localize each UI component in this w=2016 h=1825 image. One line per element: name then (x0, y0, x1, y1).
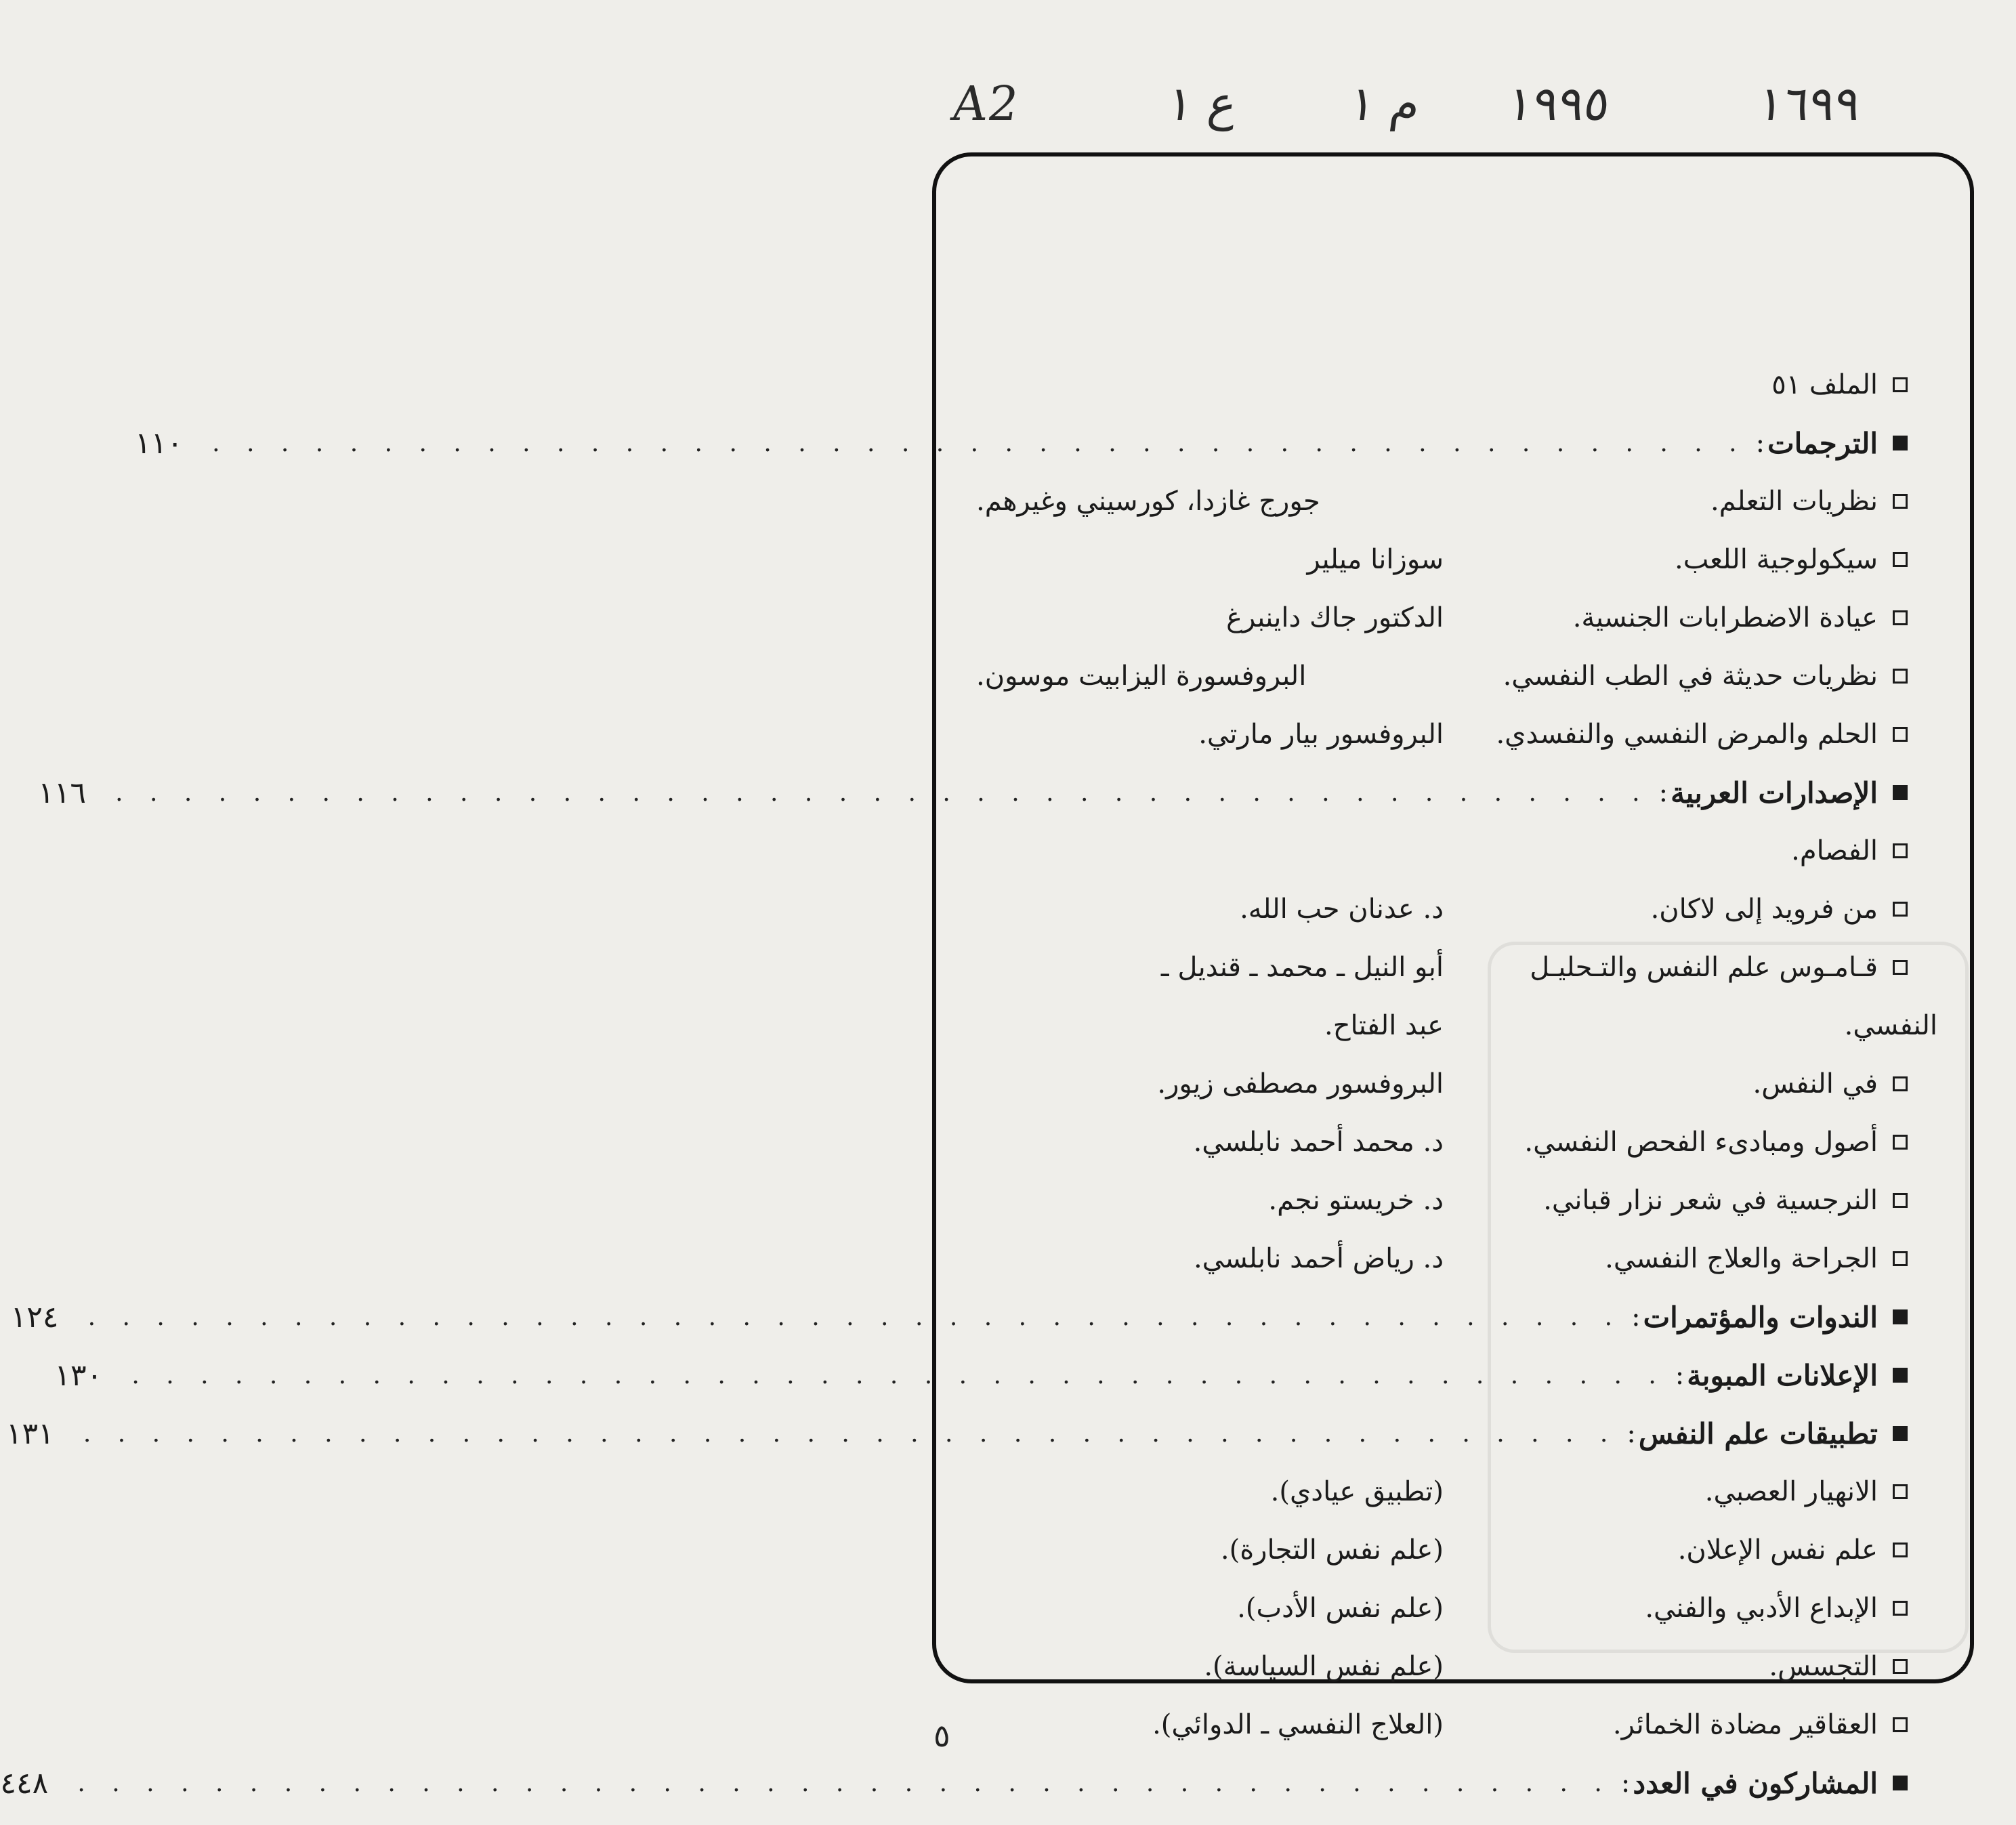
square-bullet-icon (1893, 669, 1908, 684)
toc-item[interactable] (976, 938, 1908, 997)
dot-leader: . . . . . . . . . . . . . . . . . . . . . . . . . . . . . . . . . . . . . . . . . . . . . (212, 429, 1746, 457)
toc-item[interactable] (976, 1113, 1908, 1171)
page-reference: ١١٦ (38, 775, 87, 810)
toc-section-applications[interactable]: تطبيقات علم النفس : . . . . . . . . . . . . . . . . . . . . . . . . . . . . . . . . . . . . . . . . . . . . . ١٣١ (976, 1404, 1908, 1463)
item-note: (علم نفس التجارة). (1220, 1534, 1444, 1566)
toc-file-row[interactable] (976, 356, 1908, 414)
section-title: الإعلانات المبوبة (1687, 1358, 1878, 1392)
item-title: النرجسية في شعر نزار قباني. (1543, 1185, 1878, 1216)
item-title: عيادة الاضطرابات الجنسية. (1572, 602, 1878, 633)
square-bullet-icon (1893, 727, 1908, 742)
square-bullet-icon (1893, 552, 1908, 567)
section-title: الإصدارات العربية (1671, 776, 1878, 810)
item-author: عبد الفتاح. (1324, 1010, 1444, 1041)
item-note: (علم نفس الأدب). (1237, 1593, 1444, 1624)
item-title: الجراحة والعلاج النفسي. (1605, 1243, 1878, 1274)
square-bullet-icon (1893, 1484, 1908, 1499)
item-author: البروفسور مصطفى زيور. (1157, 1068, 1444, 1099)
toc-item[interactable] (976, 1696, 1908, 1754)
item-note: (العلاج النفسي ـ الدوائي). (1152, 1709, 1444, 1740)
square-bullet-icon (1893, 1076, 1908, 1091)
square-bullet-icon (1893, 1659, 1908, 1674)
filled-square-bullet-icon (1893, 1368, 1908, 1383)
item-title: الحلم والمرض النفسي والنفسدي. (1496, 719, 1878, 750)
dot-leader: . . . . . . . . . . . . . . . . . . . . . . . . . . . . . . . . . . . . . . . . . . . . . (131, 1362, 1666, 1389)
toc-item[interactable] (976, 705, 1908, 763)
handwritten-volume: م ١ (1346, 76, 1424, 131)
toc-section-contributors[interactable]: المشاركون في العدد : . . . . . . . . . . . . . . . . . . . . . . . . . . . . . . . . . . . . . . . . . . . . . ٤٤٨ (976, 1754, 1908, 1812)
toc-item[interactable] (976, 472, 1908, 530)
dot-leader: . . . . . . . . . . . . . . . . . . . . . . . . . . . . . . . . . . . . . . . . . . . . . (87, 1303, 1622, 1331)
item-author: د. عدنان حب الله. (1240, 894, 1444, 925)
page-reference: ١١٠ (135, 425, 184, 461)
item-title: علم نفس الإعلان. (1677, 1534, 1878, 1566)
item-title: الانهيار العصبي. (1704, 1476, 1878, 1507)
filled-square-bullet-icon (1893, 1309, 1908, 1324)
page-reference: ١٣١ (5, 1416, 54, 1451)
toc-item[interactable] (976, 1579, 1908, 1637)
toc-item[interactable] (976, 589, 1908, 647)
toc-section-translations[interactable]: الترجمات : . . . . . . . . . . . . . . . . . . . . . . . . . . . . . . . . . . . . . . . . . . . . . ١١٠ (976, 414, 1908, 472)
square-bullet-icon (1893, 1601, 1908, 1616)
square-bullet-icon (1893, 610, 1908, 625)
filled-square-bullet-icon (1893, 785, 1908, 800)
toc-item-continuation (976, 997, 1937, 1055)
filled-square-bullet-icon (1893, 1426, 1908, 1441)
item-note: (تطبيق عيادي). (1270, 1476, 1444, 1507)
item-title: الإبداع الأدبي والفني. (1645, 1593, 1878, 1624)
square-bullet-icon (1893, 1193, 1908, 1208)
filled-square-bullet-icon (1893, 1776, 1908, 1790)
item-title: في النفس. (1752, 1068, 1878, 1099)
toc-section-classifieds[interactable]: الإعلانات المبوبة : . . . . . . . . . . . . . . . . . . . . . . . . . . . . . . . . . . . . . . . . . . . . . ١٣٠ (976, 1346, 1908, 1404)
handwritten-issue: ع ١ (1164, 76, 1241, 131)
section-title: المشاركون في العدد (1633, 1766, 1878, 1800)
section-title: الندوات والمؤتمرات (1643, 1300, 1878, 1334)
toc-item[interactable] (976, 530, 1908, 589)
handwritten-number-1: ١٦٩٩ (1754, 76, 1864, 131)
item-title: قـامـوس علم النفس والتـحليـل (1530, 952, 1878, 983)
square-bullet-icon (1893, 902, 1908, 917)
toc-item[interactable] (976, 880, 1908, 938)
handwritten-code: A2 (948, 76, 1024, 131)
section-title: الترجمات (1767, 426, 1878, 460)
handwritten-year: ١٩٩٥ (1503, 76, 1614, 131)
toc-item[interactable] (976, 1637, 1908, 1696)
item-author: أبو النيل ـ محمد ـ قنديل ـ (1160, 952, 1444, 983)
page-number: ٥ (933, 1717, 950, 1754)
item-author: البروفسورة اليزابيت موسون. (976, 660, 1307, 692)
section-title: تطبيقات علم النفس (1638, 1417, 1878, 1450)
toc-section-arab-publications[interactable]: الإصدارات العربية : . . . . . . . . . . . . . . . . . . . . . . . . . . . . . . . . . . . . . . . . . . . . . ١١٦ (976, 763, 1908, 822)
square-bullet-icon (1893, 960, 1908, 975)
square-bullet-icon (1893, 1251, 1908, 1266)
item-title: التجسس. (1769, 1651, 1878, 1682)
toc-section-seminars[interactable]: الندوات والمؤتمرات : . . . . . . . . . . . . . . . . . . . . . . . . . . . . . . . . . . . . . . . . . . . . . ١٢٤ (976, 1288, 1908, 1346)
toc-item[interactable] (976, 1463, 1908, 1521)
item-title: العقاقير مضادة الخمائر. (1612, 1709, 1878, 1740)
item-author: جورج غازدا، كورسيني وغيرهم. (976, 486, 1320, 517)
toc-item[interactable] (976, 1171, 1908, 1230)
filled-square-bullet-icon (1893, 436, 1908, 450)
item-title: سيكولوجية اللعب. (1675, 544, 1878, 575)
square-bullet-icon (1893, 494, 1908, 509)
item-title: نظريات التعلم. (1710, 486, 1878, 517)
page-reference: ١٣٠ (54, 1358, 103, 1393)
square-bullet-icon (1893, 1717, 1908, 1732)
table-of-contents (0, 356, 1937, 1801)
item-author: د. خريستو نجم. (1268, 1185, 1444, 1216)
page-reference: ٤٤٨ (0, 1765, 49, 1801)
item-note: (علم نفس السياسة). (1204, 1651, 1444, 1682)
item-title: أصول ومبادىء الفحص النفسي. (1524, 1127, 1878, 1158)
toc-file-title: الملف ٥١ (1771, 369, 1878, 400)
item-title: الفصام. (1791, 835, 1878, 866)
toc-item[interactable] (976, 822, 1908, 880)
toc-item[interactable] (976, 1230, 1908, 1288)
square-bullet-icon (1893, 1543, 1908, 1557)
item-title: نظريات حديثة في الطب النفسي. (1503, 660, 1878, 692)
dot-leader: . . . . . . . . . . . . . . . . . . . . . . . . . . . . . . . . . . . . . . . . . . . . . (83, 1420, 1618, 1448)
item-author: سوزانا ميلير (1307, 544, 1444, 575)
item-title: النفسي. (1844, 1010, 1937, 1041)
item-author: د. محمد أحمد نابلسي. (1193, 1127, 1444, 1158)
item-title: من فرويد إلى لاكان. (1650, 894, 1878, 925)
item-author: الدكتور جاك داينبرغ (1226, 602, 1444, 633)
toc-item[interactable] (976, 647, 1908, 705)
square-bullet-icon (1893, 377, 1908, 392)
toc-item[interactable] (976, 1521, 1908, 1579)
page-reference: ١٢٤ (10, 1299, 59, 1335)
dot-leader: . . . . . . . . . . . . . . . . . . . . . . . . . . . . . . . . . . . . . . . . . . . . . (115, 779, 1650, 807)
square-bullet-icon (1893, 843, 1908, 858)
dot-leader: . . . . . . . . . . . . . . . . . . . . . . . . . . . . . . . . . . . . . . . . . . . . . (77, 1769, 1612, 1797)
item-author: د. رياض أحمد نابلسي. (1193, 1243, 1444, 1274)
item-author: البروفسور بيار مارتي. (1198, 719, 1444, 750)
toc-item[interactable] (976, 1055, 1908, 1113)
square-bullet-icon (1893, 1135, 1908, 1150)
